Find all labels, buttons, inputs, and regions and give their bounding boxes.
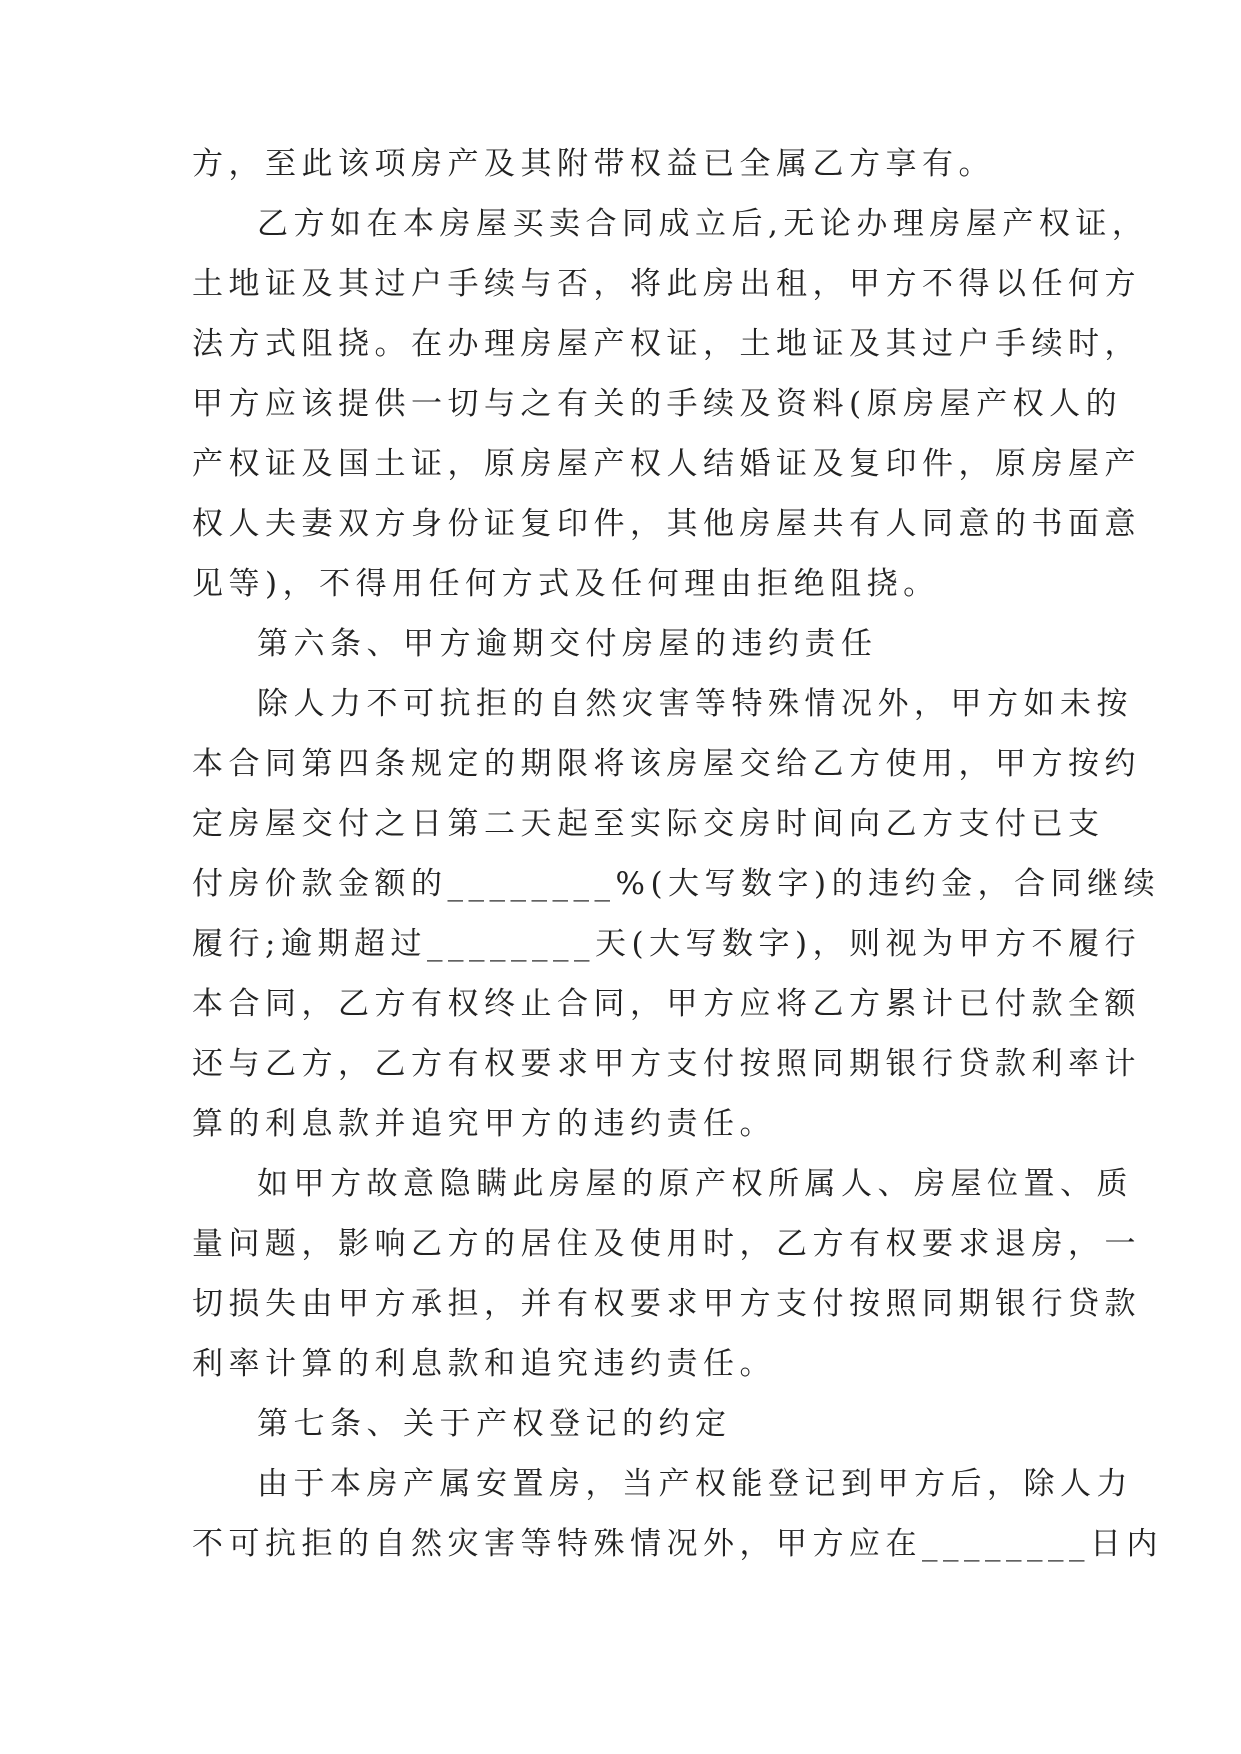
text-line: 如甲方故意隐瞒此房屋的原产权所属人、房屋位置、质 — [257, 1166, 1133, 1202]
text-line: 乙方如在本房屋买卖合同成立后,无论办理房屋产权证， — [257, 206, 1149, 242]
text-line: 还与乙方，乙方有权要求甲方支付按照同期银行贷款利率计 — [192, 1046, 1141, 1082]
text-line: 方，至此该项房产及其附带权益已全属乙方享有。 — [192, 146, 995, 182]
text-line: 定房屋交付之日第二天起至实际交房时间向乙方支付已支 — [192, 806, 1105, 842]
text-line: 土地证及其过户手续与否，将此房出租，甲方不得以任何方 — [192, 266, 1141, 302]
text-line: 本合同，乙方有权终止合同，甲方应将乙方累计已付款全额 — [192, 986, 1141, 1022]
text-line: 切损失由甲方承担，并有权要求甲方支付按照同期银行贷款 — [192, 1286, 1141, 1322]
text-line: 不可抗拒的自然灾害等特殊情况外，甲方应在________日内 — [192, 1526, 1163, 1562]
text-line: 本合同第四条规定的期限将该房屋交给乙方使用，甲方按约 — [192, 746, 1141, 782]
text-line: 量问题，影响乙方的居住及使用时，乙方有权要求退房，一 — [192, 1226, 1141, 1262]
text-line: 履行;逾期超过________天(大写数字)，则视为甲方不履行 — [192, 926, 1142, 962]
text-line: 产权证及国土证，原房屋产权人结婚证及复印件，原房屋产 — [192, 446, 1141, 482]
section-heading: 第六条、甲方逾期交付房屋的违约责任 — [257, 626, 878, 662]
text-line: 利率计算的利息款和追究违约责任。 — [192, 1346, 776, 1382]
text-line: 算的利息款并追究甲方的违约责任。 — [192, 1106, 776, 1142]
text-line: 除人力不可抗拒的自然灾害等特殊情况外，甲方如未按 — [257, 686, 1133, 722]
text-line: 甲方应该提供一切与之有关的手续及资料(原房屋产权人的 — [192, 386, 1123, 422]
section-heading: 第七条、关于产权登记的约定 — [257, 1406, 732, 1442]
text-line: 由于本房产属安置房，当产权能登记到甲方后，除人力 — [257, 1466, 1133, 1502]
text-line: 权人夫妻双方身份证复印件，其他房屋共有人同意的书面意 — [192, 506, 1141, 542]
text-line: 见等)，不得用任何方式及任何理由拒绝阻挠。 — [192, 566, 940, 602]
text-line: 付房价款金额的________%(大写数字)的违约金，合同继续 — [192, 866, 1161, 902]
text-line: 法方式阻挠。在办理房屋产权证，土地证及其过户手续时， — [192, 326, 1141, 362]
